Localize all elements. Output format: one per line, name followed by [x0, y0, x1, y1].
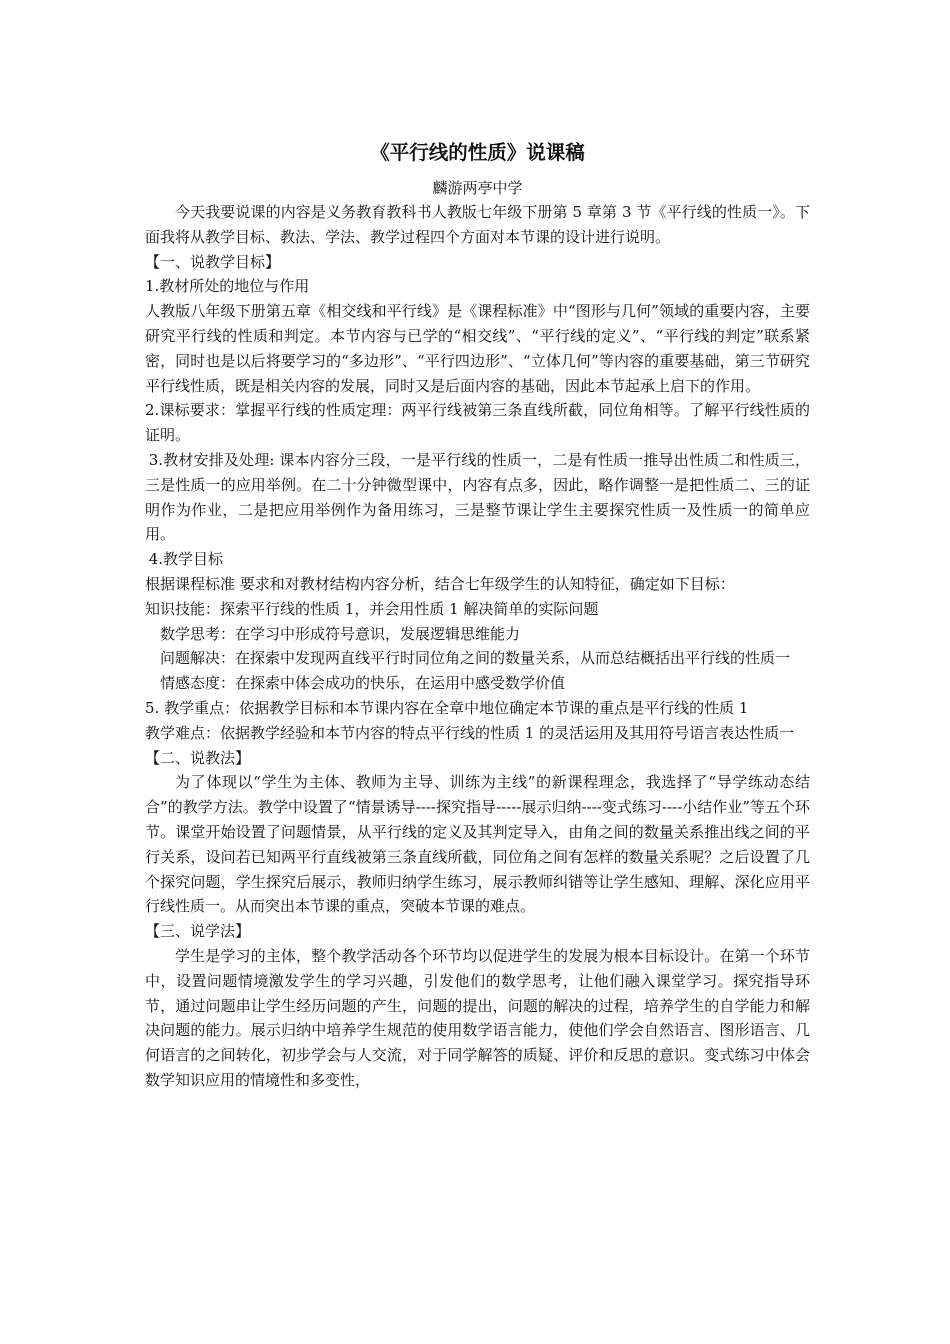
document-title: 《平行线的性质》说课稿: [370, 141, 585, 164]
document-body: [145, 200, 810, 1093]
paragraph: 人教版八年级下册第五章《相交线和平行线》是《课程标准》中“图形与几何”领域的重要内容，主要研究平行线的性质和判定。本节内容与已学的“相交线”、“平行线的定义”、“平行线的判定”联系紧密，同时也是以后将要学习的“多边形”、“平行四边形”、“立体几何”等内容的重要基础，第三节研究平行线性质，既是相关内容的发展，同时又是后面内容的基础，因此本节起承上启下的作用。: [145, 302, 810, 395]
paragraph: 今天我要说课的内容是义务教育教科书人教版七年级下册第 5 章第 3 节《平行线的性质一》。下面我将从教学目标、教法、学法、教学过程四个方面对本节课的设计进行说明。: [145, 203, 810, 246]
paragraph: 为了体现以“学生为主体、教师为主导、训练为主线”的新课程理念，我选择了“导学练动态结合”的教学方法。教学中设置了“情景诱导----探究指导-----展示归纳----变式练习----小结作业”等五个环节。课堂开始设置了问题情景，从平行线的定义及其判定导入，由角之间的数量关系推出线之间的平行关系，设问若已知两平行直线被第三条直线所截，同位角之间有怎样的数量关系呢？之后设置了几个探究问题，学生探究后展示，教师归纳学生练习，展示教师纠错等让学生感知、理解、深化应用平行线性质一。从而突出本节课的重点，突破本节课的难点。: [145, 773, 810, 916]
paragraph: 3.教材安排及处理: 课本内容分三段，一是平行线的性质一，二是有性质一推导出性质二和性质三，三是性质一的应用举例。在二十分钟微型课中，内容有点多，因此，略作调整一是把性质二、三的证明作为作业，二是把应用举例作为备用练习，三是整节课让学生主要探究性质一及性质一的简单应用。: [145, 450, 810, 544]
paragraph: 数学思考：在学习中形成符号意识，发展逻辑思维能力: [160, 624, 521, 643]
paragraph: 知识技能：探索平行线的性质 1，并会用性质 1 解决简单的实际问题: [145, 599, 599, 618]
paragraph: 问题解决：在探索中发现两直线平行时同位角之间的数量关系，从而总结概括出平行线的性质一: [160, 649, 791, 668]
section-heading: 【一、说教学目标】: [145, 252, 281, 271]
paragraph: 5. 教学重点：依据教学目标和本节课内容在全章中地位确定本节课的重点是平行线的性质 1: [145, 698, 749, 717]
document-page: [145, 0, 810, 1344]
section-heading: 【二、说教法】: [145, 748, 251, 767]
paragraph: 教学难点：依据教学经验和本节内容的特点平行线的性质 1 的灵活运用及其用符号语言表达性质一: [145, 723, 795, 742]
paragraph: 学生是学习的主体，整个教学活动各个环节均以促进学生的发展为根本目标设计。在第一个环节中，设置问题情境激发学生的学习兴趣，引发他们的数学思考，让他们融入课堂学习。探究指导环节，通过问题串让学生经历问题的产生，问题的提出，问题的解决的过程，培养学生的自学能力和解决问题的能力。展示归纳中培养学生规范的使用数学语言能力，使他们学会自然语言、图形语言、几何语言的之间转化，初步学会与人交流，对于同学解答的质疑、评价和反思的意识。变式练习中体会数学知识应用的情境性和多变性，: [145, 946, 810, 1089]
paragraph: 2.课标要求：掌握平行线的性质定理：两平行线被第三条直线所截，同位角相等。了解平行线性质的证明。: [145, 401, 810, 445]
section-heading: 【三、说学法】: [145, 922, 251, 941]
paragraph: 情感态度：在探索中体会成功的快乐，在运用中感受数学价值: [160, 674, 566, 693]
paragraph: 根据课程标准 要求和对教材结构内容分析，结合七年级学生的认知特征，确定如下目标：: [145, 574, 735, 593]
subsection-heading: 4.教学目标: [148, 550, 224, 569]
author-line: 麟游两亭中学: [432, 179, 523, 197]
subsection-heading: 1.教材所处的地位与作用: [145, 277, 310, 296]
